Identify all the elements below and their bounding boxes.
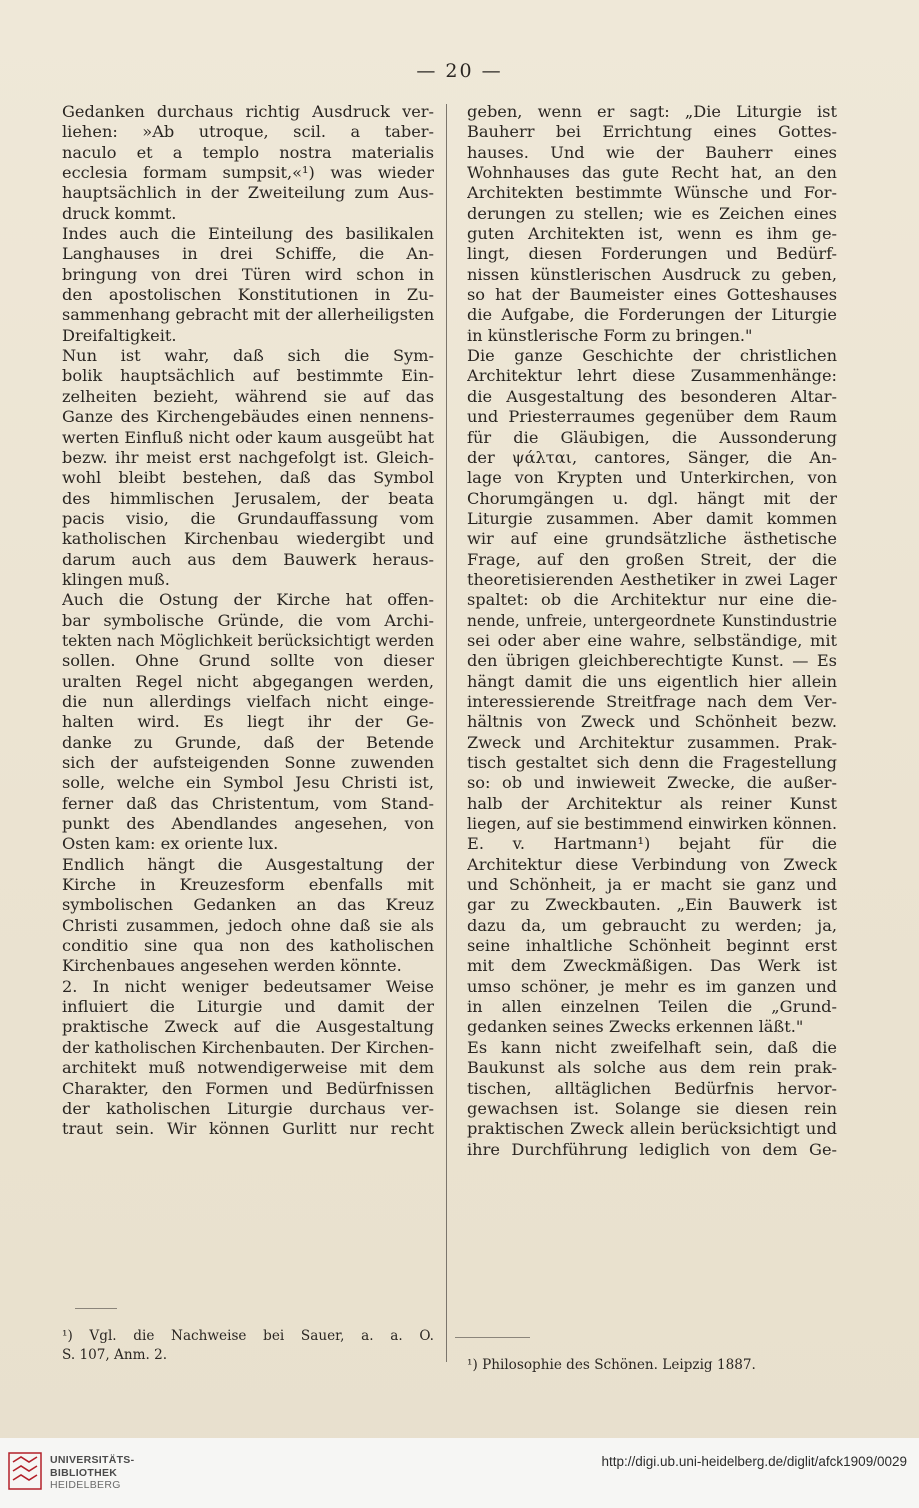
column-divider [446,104,447,1362]
text-line: bezw. ihr meist erst nachgefolgt ist. Gleich- [62,447,434,467]
text-line: interessierende Streitfrage nach dem Ver- [467,691,837,711]
text-line: und Priesterraumes gegenüber dem Raum [467,407,837,427]
text-line: Osten kam: ex oriente lux. [62,834,279,854]
text-line: punkt des Abendlandes angesehen, von [62,814,434,834]
text-line: dazu da, um gebraucht zu werden; ja, [467,915,837,935]
text-line: zelheiten bezieht, während sie auf das [62,386,434,406]
text-line: halb der Architektur als reiner Kunst [467,793,837,813]
text-line: symbolischen Gedanken an das Kreuz [62,895,434,915]
text-line: E. v. Hartmann¹) bejaht für die [467,834,837,854]
text-line: pacis visio, die Grundauffassung vom [62,508,434,528]
text-line: Zweck und Architektur zusammen. Prak- [467,732,837,752]
text-line: praktische Zweck auf die Ausgestaltung [62,1017,434,1037]
text-line: bar symbolische Gründe, die vom Archi- [62,610,434,630]
text-line: druck kommt. [62,203,177,223]
text-line: Es kann nicht zweifelhaft sein, daß die [467,1037,837,1057]
text-line: wir auf eine grundsätzliche ästhetische [467,529,837,549]
text-line: guten Architekten ist, wenn es ihm ge- [467,224,837,244]
text-line: halten wird. Es liegt ihr der Ge- [62,712,434,732]
text-line: werten Einfluß nicht oder kaum ausgeübt hat [62,427,434,447]
right-text-column [467,102,837,1160]
text-line: bringung von drei Türen wird schon in [62,264,434,284]
footnote-rule-left [75,1308,117,1309]
left-text-column [62,102,434,1140]
text-line: solle, welche ein Symbol Jesu Christi ist, [62,773,434,793]
text-line: die Aufgabe, die Forderungen der Liturgie [467,305,837,325]
text-line: den übrigen gleichberechtigte Kunst. — Es [467,651,837,671]
text-line: uralten Regel nicht abgegangen werden, [62,671,434,691]
text-line: Wohnhauses das gute Recht hat, an den [467,163,837,183]
text-line: Indes auch die Einteilung des basilikalen [62,224,434,244]
text-line: klingen muß. [62,569,170,589]
text-line: sei oder aber eine wahre, selbständige, mit [467,630,837,650]
library-name [50,1454,134,1492]
text-line: so: ob und inwieweit Zwecke, die außer- [467,773,837,793]
text-line: ferner daß das Christentum, vom Stand- [62,793,434,813]
text-line: Liturgie zusammen. Aber damit kommen [467,508,837,528]
text-line: nissen künstlerischen Ausdruck zu geben, [467,264,837,284]
text-line: Christi zusammen, jedoch ohne daß sie als [62,915,434,935]
text-line: lingt, diesen Forderungen und Bedürf- [467,244,837,264]
text-line: Baukunst als solche aus dem rein prak- [467,1058,837,1078]
text-line: seine inhaltliche Schönheit beginnt erst [467,936,837,956]
text-line: so hat der Baumeister eines Gotteshauses [467,285,837,305]
text-line: ihre Durchführung lediglich von dem Ge- [467,1139,837,1159]
text-line: katholischen Kirchenbau wiedergibt und [62,529,434,549]
text-line: die nun allerdings vielfach nicht einge- [62,691,434,711]
text-line: in künstlerische Form zu bringen." [467,325,753,345]
text-line: ¹) Vgl. die Nachweise bei Sauer, a. a. O. [62,1328,434,1344]
digitization-footer [0,1438,919,1508]
text-line: Charakter, den Formen und Bedürfnissen [62,1078,434,1098]
text-line: 2. In nicht weniger bedeutsamer Weise [62,976,434,996]
text-line: ¹) Philosophie des Schönen. Leipzig 1887. [467,1357,756,1373]
text-line: conditio sine qua non des katholischen [62,936,434,956]
text-line: tischen, alltäglichen Bedürfnis hervor- [467,1078,837,1098]
text-line: der ψάλται, cantores, Sänger, die An- [467,447,837,467]
footnote-rule-right [455,1337,530,1338]
text-line: influiert die Liturgie und damit der [62,997,434,1017]
text-line: architekt muß notwendigerweise mit dem [62,1058,434,1078]
page-number: — 20 — [416,60,503,82]
text-line: wohl bleibt bestehen, daß das Symbol [62,468,434,488]
text-line: den apostolischen Konstitutionen in Zu- [62,285,434,305]
library-name-line2: BIBLIOTHEK [50,1466,118,1479]
text-line: der katholischen Liturgie durchaus ver- [62,1098,434,1118]
text-line: Gedanken durchaus richtig Ausdruck ver- [62,102,434,121]
text-line: Chorumgängen u. dgl. hängt mit der [467,488,837,508]
library-name-line1: UNIVERSITÄTS- [50,1454,135,1466]
text-line: darum auch aus dem Bauwerk heraus- [62,549,434,569]
text-line: gewachsen ist. Solange sie diesen rein [467,1098,837,1118]
library-logo-icon [8,1452,42,1490]
source-url-link[interactable]: http://digi.ub.uni-heidelberg.de/diglit/afck1909/0029 [601,1454,907,1469]
text-line: Kirchenbaues angesehen werden könnte. [62,956,402,976]
library-name-line3: HEIDELBERG [50,1479,121,1491]
text-line: praktischen Zweck allein berücksichtigt und [467,1119,837,1139]
text-line: sich der aufsteigenden Sonne zuwenden [62,753,434,772]
text-line: Ganze des Kirchengebäudes einen nennens- [62,407,434,427]
text-line: tisch gestaltet sich denn die Fragestellung [467,753,837,772]
text-line: mit dem Zweckmäßigen. Das Werk ist [467,956,837,976]
text-line: danke zu Grunde, daß der Betende [62,732,434,752]
text-line: spaltet: ob die Architektur nur eine die- [467,590,837,610]
text-line: Langhauses in drei Schiffe, die An- [62,244,434,264]
text-line: hältnis von Zweck und Schönheit bezw. [467,712,837,732]
text-line: sammenhang gebracht mit der allerheiligsten [62,305,434,325]
text-line: tekten nach Möglichkeit berücksichtigt werden [62,631,434,650]
text-line: bolik hauptsächlich auf bestimmte Ein- [62,366,434,386]
text-line: in allen einzelnen Teilen die „Grund- [467,997,837,1017]
text-line: die Ausgestaltung des besonderen Altar- [467,386,837,406]
footnote-left [62,1327,434,1365]
text-line: für die Gläubigen, die Aussonderung [467,427,837,447]
text-line: der katholischen Kirchenbauten. Der Kirchen- [62,1037,434,1057]
text-line: Auch die Ostung der Kirche hat offen- [62,590,434,610]
text-line: Architektur lehrt diese Zusammenhänge: [467,366,837,386]
text-line: traut sein. Wir können Gurlitt nur recht [62,1119,434,1139]
text-line: hauptsächlich in der Zweiteilung zum Aus- [62,183,434,203]
text-line: umso schöner, je mehr es im ganzen und [467,976,837,996]
text-line: liehen: »Ab utroque, scil. a taber- [62,122,434,142]
text-line: Architekten bestimmte Wünsche und For- [467,183,837,203]
text-line: derungen zu stellen; wie es Zeichen eines [467,203,837,223]
text-line: Nun ist wahr, daß sich die Sym- [62,346,434,366]
text-line: S. 107, Anm. 2. [62,1347,168,1363]
text-line: nende, unfreie, untergeordnete Kunstindustrie [467,611,837,630]
text-line: Frage, auf den großen Streit, der die [467,549,837,569]
text-line: ecclesia formam sumpsit,«¹) was wieder [62,163,434,183]
text-line: hauses. Und wie der Bauherr eines [467,142,837,162]
text-line: Die ganze Geschichte der christlichen [467,346,837,366]
text-line: Kirche in Kreuzesform ebenfalls mit [62,875,434,895]
text-line: theoretisierenden Aesthetiker in zwei Lager [467,569,837,589]
text-line: naculo et a templo nostra materialis [62,142,434,162]
text-line: geben, wenn er sagt: „Die Liturgie ist [467,102,837,121]
text-line: Dreifaltigkeit. [62,325,177,345]
text-line: sollen. Ohne Grund sollte von dieser [62,651,434,671]
text-line: hängt damit die uns eigentlich hier allein [467,671,837,691]
text-line: liegen, auf sie bestimmend einwirken können. [467,814,837,834]
text-line: Bauherr bei Errichtung eines Gottes- [467,122,837,142]
text-line: lage von Krypten und Unterkirchen, von [467,468,837,488]
text-line: Endlich hängt die Ausgestaltung der [62,854,434,874]
text-line: des himmlischen Jerusalem, der beata [62,488,434,508]
text-line: und Schönheit, ja er macht sie ganz und [467,875,837,895]
text-line: Architektur diese Verbindung von Zweck [467,854,837,874]
footnote-right [467,1356,837,1375]
text-line: gar zu Zweckbauten. „Ein Bauwerk ist [467,895,837,915]
text-line: gedanken seines Zwecks erkennen läßt." [467,1017,804,1037]
